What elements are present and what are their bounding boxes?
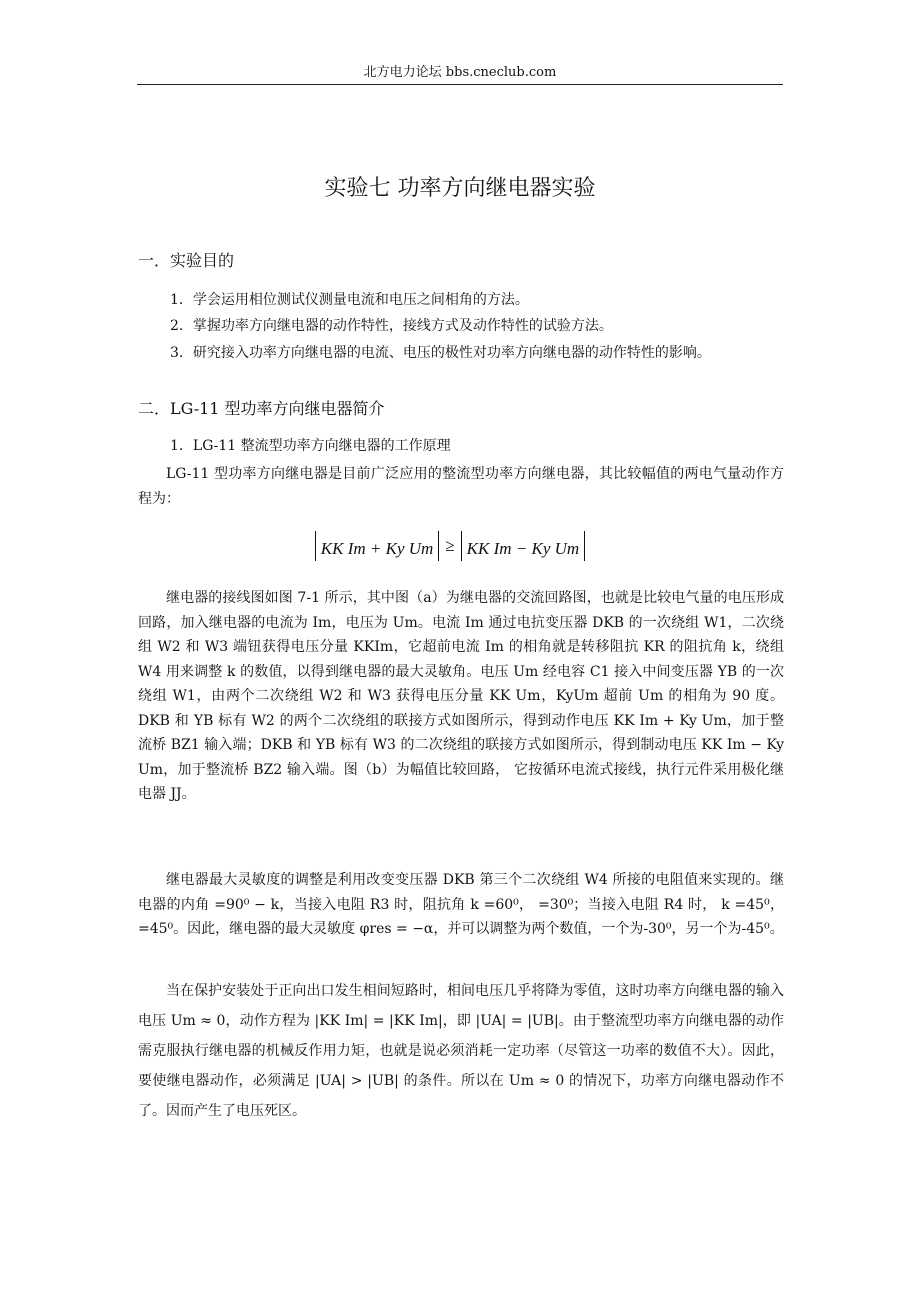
- section1-item-3: 3．研究接入功率方向继电器的电流、电压的极性对功率方向继电器的动作特性的影响。: [170, 345, 711, 361]
- sensitivity-paragraph: 继电器最大灵敏度的调整是利用改变变压器 DKB 第三个二次绕组 W4 所接的电阻值来实现的。继电器的内角 =90⁰ − k，当接入电阻 R3 时，阻抗角 k =60⁰， =30⁰；当接入电阻 R4 时， k =45⁰， =45⁰。因此，继电器的最大灵敏度 φres = −α，并可以调整为两个数值，一个为-30⁰，另一个为-45⁰。: [138, 872, 784, 937]
- intro-paragraph: LG-11 型功率方向继电器是目前广泛应用的整流型功率方向继电器，其比较幅值的两电气量动作方程为：: [138, 466, 784, 507]
- operation-equation: [305, 522, 595, 570]
- section2-heading: 二．LG-11 型功率方向继电器简介: [138, 399, 385, 418]
- section1-item-2: 2．掌握功率方向继电器的动作特性，接线方式及动作特性的试验方法。: [170, 318, 613, 334]
- page-header: 北方电力论坛 bbs.cneclub.com: [363, 65, 557, 80]
- formula-right: KK Im − Ky Um: [461, 531, 586, 561]
- section2-subheading: 1．LG-11 整流型功率方向继电器的工作原理: [170, 438, 451, 454]
- page-title: 实验七 功率方向继电器实验: [324, 176, 596, 201]
- section1-item-1: 1．学会运用相位测试仪测量电流和电压之间相角的方法。: [170, 292, 529, 308]
- section1-heading: 一．实验目的: [138, 251, 235, 270]
- wiring-paragraph: 继电器的接线图如图 7-1 所示，其中图（a）为继电器的交流回路图，也就是比较电气量的电压形成回路，加入继电器的电流为 Im，电压为 Um。电流 Im 通过电抗变压器 DKB 的一次绕组 W1，二次绕组 W2 和 W3 端钮获得电压分量 KKIm，它超前电流 Im 的相角就是转移阻抗 KR 的阻抗角 k，绕组 W4 用来调整 k 的数值，以得到继电器的最大灵敏角。电压 Um 经电容 C1 接入中间变压器 YB 的一次绕组 W1，由两个二次绕组 W2 和 W3 获得电压分量 KK Um，KyUm 超前 Um 的相角为 90 度。DKB 和 YB 标有 W2 的两个二次绕组的联接方式如图所示，得到动作电压 KK Im + Ky Um，加于整流桥 BZ1 输入端；DKB 和 YB 标有 W3 的二次绕组的联接方式如图所示，得到制动电压 KK Im − Ky Um，加于整流桥 BZ2 输入端。图（b）为幅值比较回路， 它按循环电流式接线，执行元件采用极化继电器 JJ。: [138, 590, 784, 802]
- dead-zone-paragraph: 当在保护安装处于正向出口发生相间短路时，相间电压几乎将降为零值，这时功率方向继电器的输入电压 Um ≈ 0，动作方程为 |KK Im| = |KK Im|，即 |UA| = |UB|。由于整流型功率方向继电器的动作需克服执行继电器的机械反作用力矩，也就是说必须消耗一定功率（尽管这一功率的数值不大）。因此，要使继电器动作，必须满足 |UA| > |UB| 的条件。所以在 Um ≈ 0 的情况下，功率方向继电器动作不了。因而产生了电压死区。: [138, 983, 784, 1119]
- header-rule: [137, 84, 783, 85]
- formula-left: KK Im + Ky Um: [315, 531, 440, 561]
- formula-operator: ≥: [445, 536, 455, 555]
